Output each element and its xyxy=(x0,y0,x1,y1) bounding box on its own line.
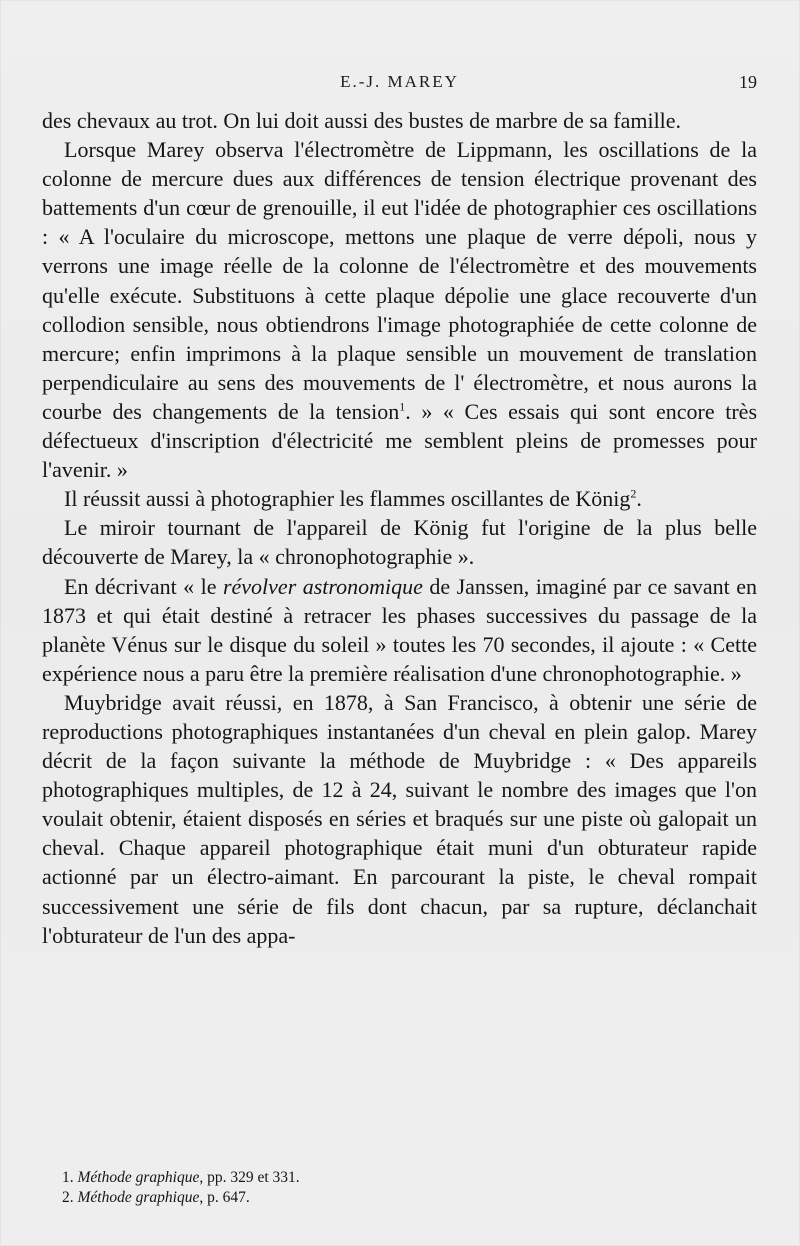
paragraph-text: des chevaux au trot. On lui doit aussi des bustes de marbre de sa famille. xyxy=(42,108,682,133)
footnote-title: Méthode graphique xyxy=(77,1189,200,1206)
italic-title: révolver astronomique xyxy=(222,573,423,599)
paragraph-text: Lorsque Marey observa l'électromètre de Lippmann, les oscillations de la colonne de mercure dues aux différences de tension électrique provenant des battements d'un cœur de grenouille, il eut l'idée de photographier ces oscillations : « A l'oculaire du microscope, mettons une plaque de verre dépoli, nous y verrons une image réelle de la colonne de l'électromètre et des mouvements qu'elle exécute. Substituons à cette plaque dépolie une glace recouverte d'un collodion sensible, nous obtiendrons l'image photographiée de cette colonne de mercure; enfin imprimons à la plaque sensible un mouvement de translation perpendiculaire au sens des mouvements de l' électromètre, et nous aurons la courbe des changements de la tension xyxy=(42,137,757,424)
footnote-text: , pp. 329 et 331. xyxy=(199,1169,300,1186)
footnotes xyxy=(62,1168,742,1208)
paragraph-text: . » « Ces essais qui sont encore très défectueux d'inscription d'électricité me semblent pleins de promesses pour l'avenir. » xyxy=(42,398,758,483)
footnote-title: Méthode graphique xyxy=(77,1169,200,1186)
footnote-text: , p. 647. xyxy=(199,1189,250,1206)
running-head: E.-J. MAREY xyxy=(340,72,459,91)
page-number: 19 xyxy=(739,72,757,92)
footnote-reference: 2 xyxy=(630,486,637,501)
paragraph-muybridge xyxy=(42,688,757,950)
paragraph-text: En décrivant « le xyxy=(64,573,223,599)
footnote-marker: 2. xyxy=(62,1189,74,1206)
paragraph-text: Il réussit aussi à photographier les flammes oscillantes de König xyxy=(64,486,631,512)
paragraph-text: Le miroir tournant de l'appareil de König fut l'origine de la plus belle découverte de Marey, la « chronophotographie ». xyxy=(42,515,757,570)
paragraph-text: . xyxy=(636,486,642,512)
footnote-marker: 1. xyxy=(62,1169,74,1186)
footnote-reference: 1 xyxy=(399,399,406,414)
paragraph-text: de Janssen, imaginé par ce savant en 1873 et qui était destiné à retracer les phases successives du passage de la planète Vénus sur le disque du soleil » toutes les 70 secondes, il ajoute : « Cette expérience nous a paru être la première réalisation d'une chronophotographie. » xyxy=(42,573,757,686)
paragraph-konig-flames xyxy=(42,484,757,513)
footnote-1 xyxy=(62,1168,742,1188)
paragraph-lippmann xyxy=(42,135,757,484)
page-header xyxy=(42,72,757,98)
paragraph-text: Muybridge avait réussi, en 1878, à San Francisco, à obtenir une série de reproductions photographiques instantanées d'un cheval en plein galop. Marey décrit de la façon suivante la méthode de Muybridge : « Des appareils photographiques multiples, de 12 à 24, suivant le nombre des images que l'on voulait obtenir, étaient disposés en séries et braqués sur une piste où galopait un cheval. Chaque appareil photographique était muni d'un obturateur rapide actionné par un électro-aimant. En parcourant la piste, le cheval rompait successivement une série de fils dont chacun, par sa rupture, déclanchait l'obturateur de l'un des appa- xyxy=(42,689,757,948)
paragraph-janssen xyxy=(42,572,757,688)
footnote-2 xyxy=(62,1188,742,1208)
paragraph-continuation xyxy=(42,106,757,135)
main-text xyxy=(42,106,757,950)
paragraph-chronophotography xyxy=(42,513,757,571)
